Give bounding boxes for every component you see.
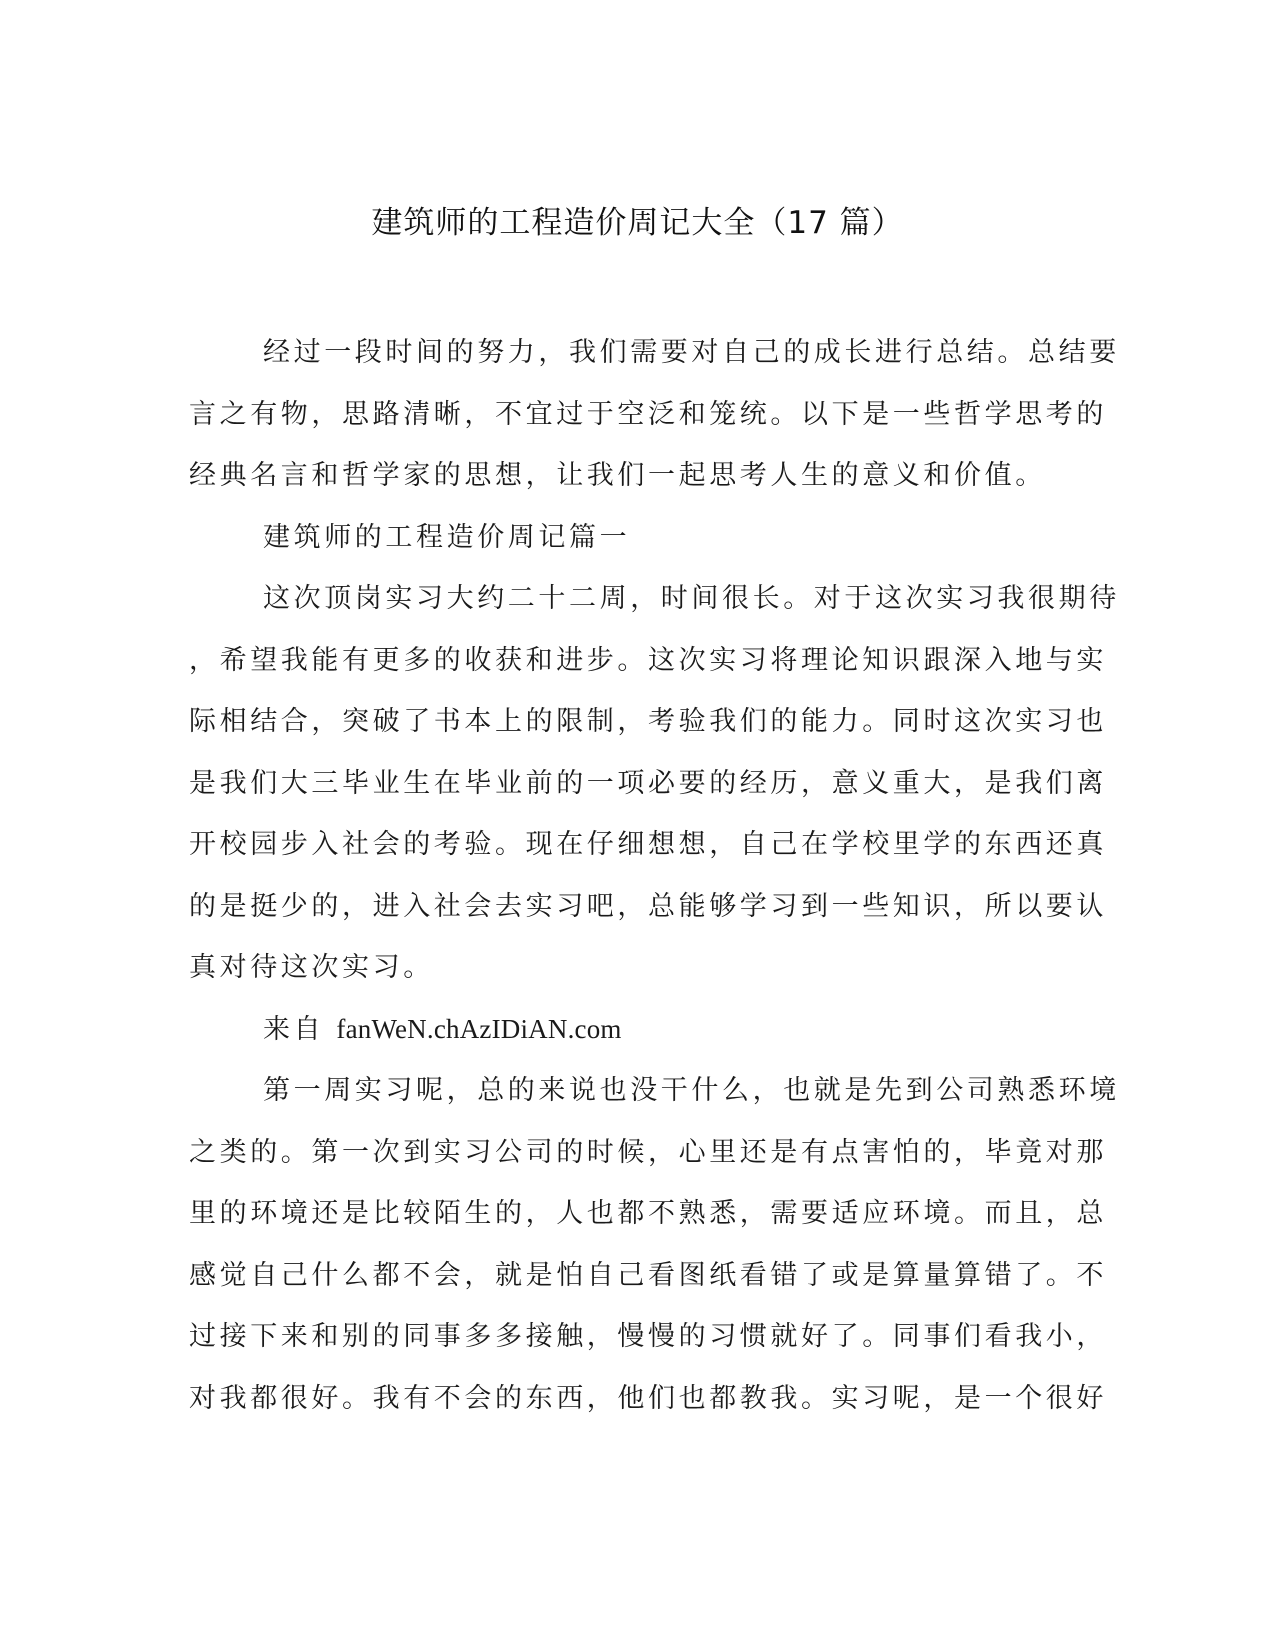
text-line: 经过一段时间的努力，我们需要对自己的成长进行总结。总结要 xyxy=(263,337,1120,368)
document-body xyxy=(189,322,1120,1429)
document-title: 建筑师的工程造价周记大全（17 篇） xyxy=(371,205,904,241)
text-line: 过接下来和别的同事多多接触，慢慢的习惯就好了。同事们看我小， xyxy=(189,1321,1107,1352)
text-line: 是我们大三毕业生在毕业前的一项必要的经历，意义重大，是我们离 xyxy=(189,767,1107,799)
text-line: 言之有物，思路清晰，不宜过于空泛和笼统。以下是一些哲学思考的 xyxy=(189,398,1107,430)
text-line: 经典名言和哲学家的思想，让我们一起思考人生的意义和价值。 xyxy=(189,460,1046,491)
paragraph-1 xyxy=(189,568,1120,999)
source-line xyxy=(189,999,1094,1061)
text-line: 的是挺少的，进入社会去实习吧，总能够学习到一些知识，所以要认 xyxy=(189,890,1107,922)
text-line: 际相结合，突破了书本上的限制，考验我们的能力。同时这次实习也 xyxy=(189,706,1107,737)
text-line: ，希望我能有更多的收获和进步。这次实习将理论知识跟深入地与实 xyxy=(189,644,1107,676)
text-line: 里的环境还是比较陌生的，人也都不熟悉，需要适应环境。而且，总 xyxy=(189,1198,1107,1229)
source-site: fanWeN.chAzIDiAN.com xyxy=(336,1013,622,1044)
text-line: 对我都很好。我有不会的东西，他们也都教我。实习呢，是一个很好 xyxy=(189,1382,1107,1414)
text-line: 真对待这次实习。 xyxy=(189,952,434,983)
section-heading: 建筑师的工程造价周记篇一 xyxy=(263,521,631,553)
text-line: 开校园步入社会的考验。现在仔细想想，自己在学校里学的东西还真 xyxy=(189,829,1107,860)
paragraph-2 xyxy=(189,1060,1120,1429)
intro-paragraph xyxy=(189,322,1120,507)
text-line: 之类的。第一次到实习公司的时候，心里还是有点害怕的，毕竟对那 xyxy=(189,1136,1107,1168)
text-line: 感觉自己什么都不会，就是怕自己看图纸看错了或是算量算错了。不 xyxy=(189,1259,1107,1291)
source-prefix: 来自 xyxy=(263,1013,337,1045)
text-line: 第一周实习呢，总的来说也没干什么，也就是先到公司熟悉环境 xyxy=(263,1075,1120,1106)
text-line: 这次顶岗实习大约二十二周，时间很长。对于这次实习我很期待 xyxy=(263,583,1120,614)
